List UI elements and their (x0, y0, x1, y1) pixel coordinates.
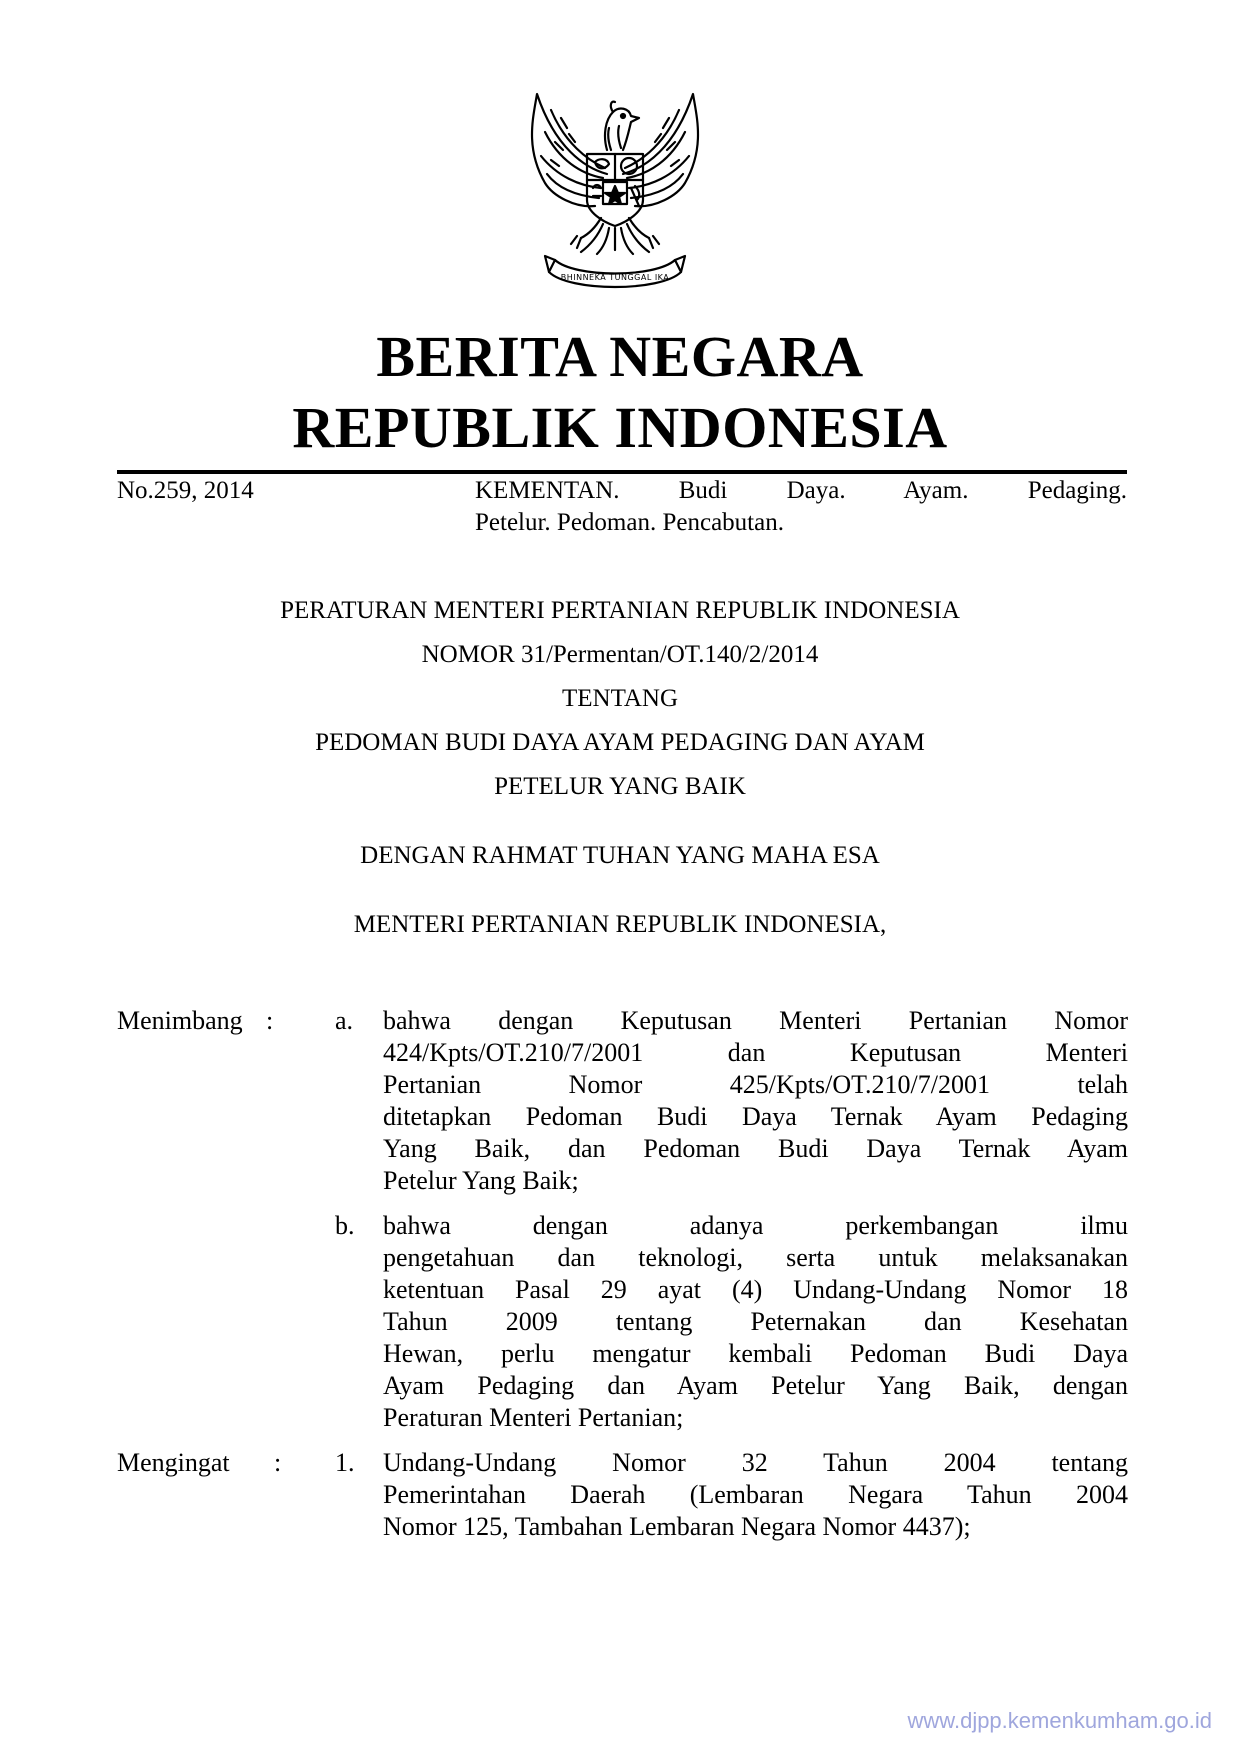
issuer: MENTERI PERTANIAN REPUBLIK INDONESIA, (353, 911, 887, 938)
regulation-subject-line-1: PEDOMAN BUDI DAYA AYAM PEDAGING DAN AYAM (315, 729, 925, 756)
svg-text:BHINNEKA TUNGGAL IKA: BHINNEKA TUNGGAL IKA (560, 273, 670, 282)
text-line: pengetahuan dan teknologi, serta untuk melaksanakan (383, 1243, 1128, 1272)
mengingat-colon: : (274, 1448, 282, 1477)
invocation: DENGAN RAHMAT TUHAN YANG MAHA ESA (360, 842, 880, 869)
header-rule (117, 470, 1127, 474)
text-line: Pertanian Nomor 425/Kpts/OT.210/7/2001 telah (383, 1070, 1128, 1099)
issue-number: No.259, 2014 (117, 477, 254, 504)
mengingat-marker-1: 1. (335, 1448, 355, 1477)
menimbang-item-b (383, 1210, 1128, 1434)
regulation-title: PERATURAN MENTERI PERTANIAN REPUBLIK INDONESIA (280, 597, 960, 624)
text-line: ketentuan Pasal 29 ayat (4) Undang-Undang Nomor 18 (383, 1275, 1128, 1304)
issue-subject-line-2: Petelur. Pedoman. Pencabutan. (475, 509, 784, 536)
menimbang-item-a (383, 1005, 1128, 1197)
mengingat-item-1 (383, 1447, 1128, 1543)
issue-subject (475, 475, 1127, 539)
regulation-tentang: TENTANG (561, 685, 679, 712)
garuda-emblem-icon (515, 88, 715, 303)
text-line: Yang Baik, dan Pedoman Budi Daya Ternak Ayam (383, 1134, 1128, 1163)
text-line: Peraturan Menteri Pertanian; (383, 1403, 684, 1432)
text-line: Hewan, perlu mengatur kembali Pedoman Budi Daya (383, 1339, 1128, 1368)
masthead-line-2: REPUBLIK INDONESIA (292, 395, 948, 460)
menimbang-marker-a: a. (335, 1006, 354, 1035)
text-line: Undang-Undang Nomor 32 Tahun 2004 tentang (383, 1448, 1128, 1477)
text-line: Petelur Yang Baik; (383, 1166, 579, 1195)
text-line: Tahun 2009 tentang Peternakan dan Kesehatan (383, 1307, 1128, 1336)
text-line: Nomor 125, Tambahan Lembaran Negara Nomor 4437); (383, 1512, 971, 1541)
regulation-subject-line-2: PETELUR YANG BAIK (494, 773, 746, 800)
issue-subject-line-1: KEMENTAN. Budi Daya. Ayam. Pedaging. (475, 477, 1127, 504)
text-line: bahwa dengan adanya perkembangan ilmu (383, 1211, 1128, 1240)
mengingat-label: Mengingat (117, 1448, 230, 1477)
footer-website-link[interactable]: www.djpp.kemenkumham.go.id (907, 1708, 1212, 1733)
text-line: Ayam Pedaging dan Ayam Petelur Yang Baik, dengan (383, 1371, 1128, 1400)
text-line: bahwa dengan Keputusan Menteri Pertanian Nomor (383, 1006, 1128, 1035)
menimbang-colon: : (266, 1006, 274, 1035)
menimbang-label: Menimbang (117, 1006, 243, 1035)
masthead-line-1: BERITA NEGARA (376, 324, 864, 389)
text-line: 424/Kpts/OT.210/7/2001 dan Keputusan Menteri (383, 1038, 1128, 1067)
regulation-number: NOMOR 31/Permentan/OT.140/2/2014 (421, 641, 819, 668)
text-line: ditetapkan Pedoman Budi Daya Ternak Ayam Pedaging (383, 1102, 1128, 1131)
menimbang-marker-b: b. (335, 1211, 355, 1240)
text-line: Pemerintahan Daerah (Lembaran Negara Tahun 2004 (383, 1480, 1128, 1509)
